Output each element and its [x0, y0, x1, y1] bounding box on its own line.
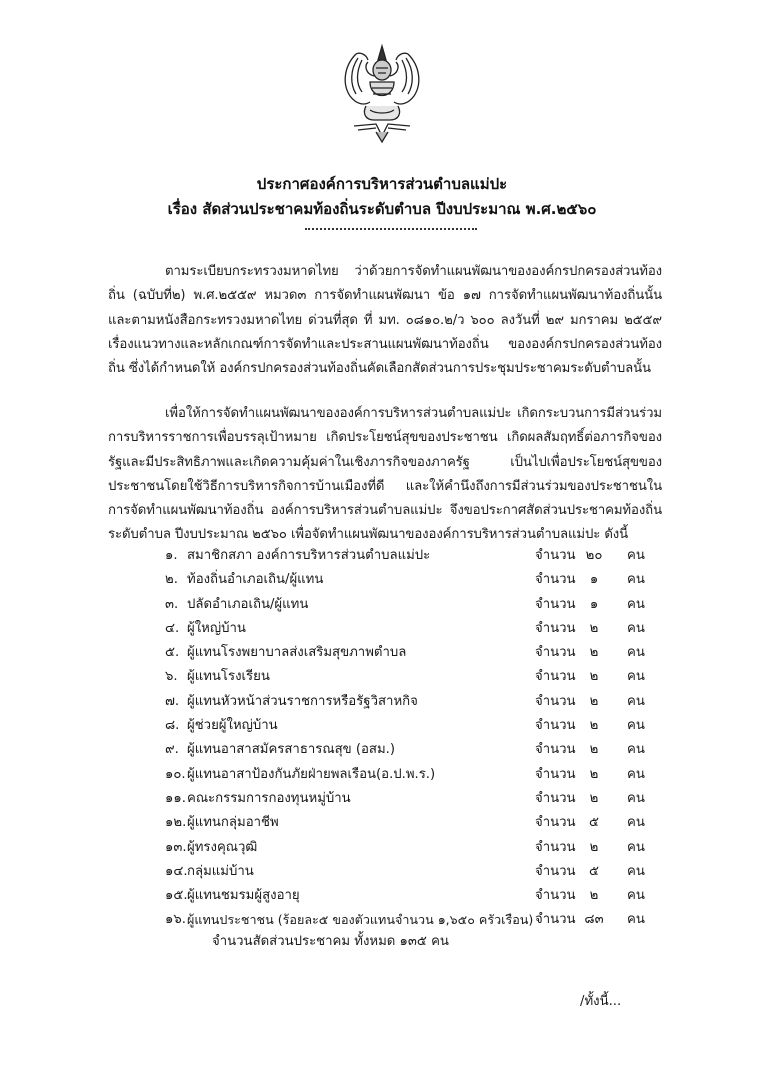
quantity-label: จำนวน [535, 669, 576, 685]
unit-label: คน [627, 669, 645, 685]
unit-label: คน [627, 839, 645, 855]
total-summary: จำนวนสัดส่วนประชาคม ทั้งหมด ๑๓๕ คน [212, 934, 449, 949]
unit-label: คน [627, 742, 645, 758]
continuation-marker: /ทั้งนี้... [580, 994, 622, 1009]
garuda-emblem-icon [336, 44, 428, 144]
quantity-label: จำนวน [535, 766, 576, 782]
list-item [165, 690, 665, 714]
item-quantity: ๕ [589, 815, 599, 831]
quantity-label: จำนวน [535, 645, 576, 661]
list-item [165, 787, 665, 811]
unit-label: คน [627, 815, 645, 831]
item-quantity: ๒ [589, 839, 599, 855]
list-item [165, 811, 665, 835]
list-item [165, 763, 665, 787]
item-label: คณะกรรมการกองทุนหมู่บ้าน [187, 790, 351, 806]
quantity-label: จำนวน [535, 912, 576, 928]
item-number: ๔. [165, 620, 180, 636]
quantity-label: จำนวน [535, 815, 576, 831]
item-quantity: ๒ [589, 888, 599, 904]
item-label: ผู้แทนประชาชน (ร้อยละ๕ ของตัวแทนจำนวน ๑,๖๕๐ ครัวเรือน) [187, 912, 534, 928]
item-number: ๑๓. [165, 839, 187, 855]
item-label: ผู้แทนโรงเรียน [187, 669, 270, 685]
list-item [165, 544, 665, 568]
item-label: ผู้แทนโรงพยาบาลส่งเสริมสุขภาพตำบล [187, 645, 407, 661]
quantity-label: จำนวน [535, 839, 576, 855]
announcement-subject: เรื่อง สัดส่วนประชาคมท้องถิ่นระดับตำบล ปีงบประมาณ พ.ศ.๒๕๖๐ [167, 200, 597, 218]
item-quantity: ๒ [589, 645, 599, 661]
quantity-label: จำนวน [535, 742, 576, 758]
list-item [165, 860, 665, 884]
unit-label: คน [627, 912, 645, 928]
quantity-label: จำนวน [535, 572, 576, 588]
unit-label: คน [627, 790, 645, 806]
item-number: ๑. [165, 548, 178, 563]
item-number: ๑๖. [165, 912, 186, 928]
item-number: ๕. [165, 645, 180, 661]
item-number: ๒. [165, 572, 178, 588]
item-label: ผู้ใหญ่บ้าน [187, 620, 246, 636]
item-number: ๑๒. [165, 815, 187, 831]
item-number: ๑๔. [165, 863, 188, 879]
paragraph-regulation-reference: ตามระเบียบกระทรวงมหาดไทย ว่าด้วยการจัดทำแผนพัฒนาขององค์กรปกครองส่วนท้องถิ่น (ฉบับที่๒) พ.ศ.๒๕๕๙ หมวด๓ การจัดทำแผนพัฒนา ข้อ ๑๗ การจัดทำแผนพัฒนาท้องถิ่นนั้น และตามหนังสือกระทรวงมหาดไทย ด่วนที่สุด ที่ มท. ๐๘๑๐.๒/ว ๖๐๐ ลงวันที่ ๒๙ มกราคม ๒๕๕๙ เรื่องแนวทางและหลักเกณฑ์การจัดทำและประสานแผนพัฒนาท้องถิ่น ขององค์กรปกครองส่วนท้องถิ่น ซึ่งได้กำหนดให้ องค์กรปกครองส่วนท้องถิ่นคัดเลือกสัดส่วนการประชุมประชาคมระดับตำบลนั้น [108, 264, 662, 377]
item-quantity: ๘๓ [584, 912, 604, 928]
item-label: ผู้แทนกลุ่มอาชีพ [187, 815, 279, 831]
list-item [165, 593, 665, 617]
unit-label: คน [627, 645, 645, 661]
item-label: ผู้แทนหัวหน้าส่วนราชการหรือรัฐวิสาหกิจ [187, 693, 418, 709]
list-item [165, 568, 665, 592]
item-quantity: ๒ [589, 693, 599, 709]
item-label: สมาชิกสภา องค์การบริหารส่วนตำบลแม่ปะ [187, 548, 431, 563]
list-item [165, 738, 665, 762]
list-item [165, 836, 665, 860]
item-quantity: ๒๐ [585, 548, 603, 563]
unit-label: คน [627, 718, 645, 734]
list-item [165, 884, 665, 908]
item-number: ๗. [165, 693, 180, 709]
unit-label: คน [627, 596, 645, 612]
item-number: ๑๑. [165, 790, 186, 806]
paragraph-purpose: เพื่อให้การจัดทำแผนพัฒนาขององค์การบริหารส่วนตำบลแม่ปะ เกิดกระบวนการมีส่วนร่วมการบริหารราชการเพื่อบรรลุเป้าหมาย เกิดประโยชน์สุขของประชาชน เกิดผลสัมฤทธิ์ต่อภารกิจของรัฐและมีประสิทธิภาพและเกิดความคุ้มค่าในเชิงภารกิจของภาครัฐ เป็นไปเพื่อประโยชน์สุขของประชาชนโดยใช้วิธีการบริหารกิจการบ้านเมืองที่ดี และให้คำนึงถึงการมีส่วนร่วมของประชาชนในการจัดทำแผนพัฒนาท้องถิ่น องค์การบริหารส่วนตำบลแม่ปะ จึงขอประกาศสัดส่วนประชาคมท้องถิ่นระดับตำบล ปีงบประมาณ ๒๕๖๐ เพื่อจัดทำแผนพัฒนาขององค์การบริหารส่วนตำบลแม่ปะ ดังนี้ [108, 406, 662, 543]
item-quantity: ๒ [589, 669, 599, 685]
item-quantity: ๑ [589, 596, 599, 612]
unit-label: คน [627, 888, 645, 904]
item-label: ปลัดอำเภอเถิน/ผู้แทน [187, 596, 309, 612]
item-number: ๓. [165, 596, 179, 612]
item-quantity: ๕ [589, 863, 599, 879]
list-item [165, 617, 665, 641]
item-number: ๑๐. [165, 766, 186, 782]
dotted-separator [305, 228, 477, 230]
unit-label: คน [627, 548, 645, 563]
unit-label: คน [627, 572, 645, 588]
unit-label: คน [627, 620, 645, 636]
quantity-label: จำนวน [535, 863, 576, 879]
list-item [165, 714, 665, 738]
list-item [165, 665, 665, 689]
unit-label: คน [627, 766, 645, 782]
quantity-label: จำนวน [535, 693, 576, 709]
list-item [165, 641, 665, 665]
unit-label: คน [627, 693, 645, 709]
quantity-label: จำนวน [535, 790, 576, 806]
item-number: ๙. [165, 742, 179, 758]
item-number: ๘. [165, 718, 180, 734]
item-label: ผู้ทรงคุณวุฒิ [187, 839, 258, 855]
item-quantity: ๑ [589, 572, 599, 588]
item-quantity: ๒ [589, 766, 599, 782]
quantity-label: จำนวน [535, 548, 576, 563]
announcement-title: ประกาศองค์การบริหารส่วนตำบลแม่ปะ [256, 175, 508, 193]
representation-list [165, 544, 665, 933]
item-label: ผู้แทนอาสาป้องกันภัยฝ่ายพลเรือน(อ.ป.พ.ร.) [187, 766, 436, 782]
unit-label: คน [627, 863, 645, 879]
item-quantity: ๒ [589, 742, 599, 758]
item-quantity: ๒ [589, 718, 599, 734]
quantity-label: จำนวน [535, 718, 576, 734]
quantity-label: จำนวน [535, 888, 576, 904]
quantity-label: จำนวน [535, 620, 576, 636]
item-label: กลุ่มแม่บ้าน [187, 863, 254, 879]
item-label: ผู้แทนอาสาสมัครสาธารณสุข (อสม.) [187, 742, 395, 758]
quantity-label: จำนวน [535, 596, 576, 612]
item-quantity: ๒ [589, 790, 599, 806]
item-label: ผู้แทนชมรมผู้สูงอายุ [187, 888, 300, 904]
item-label: ผู้ช่วยผู้ใหญ่บ้าน [187, 718, 278, 734]
item-number: ๖. [165, 669, 178, 685]
item-quantity: ๒ [589, 620, 599, 636]
item-label: ท้องถิ่นอำเภอเถิน/ผู้แทน [187, 572, 324, 588]
item-number: ๑๕. [165, 888, 188, 904]
